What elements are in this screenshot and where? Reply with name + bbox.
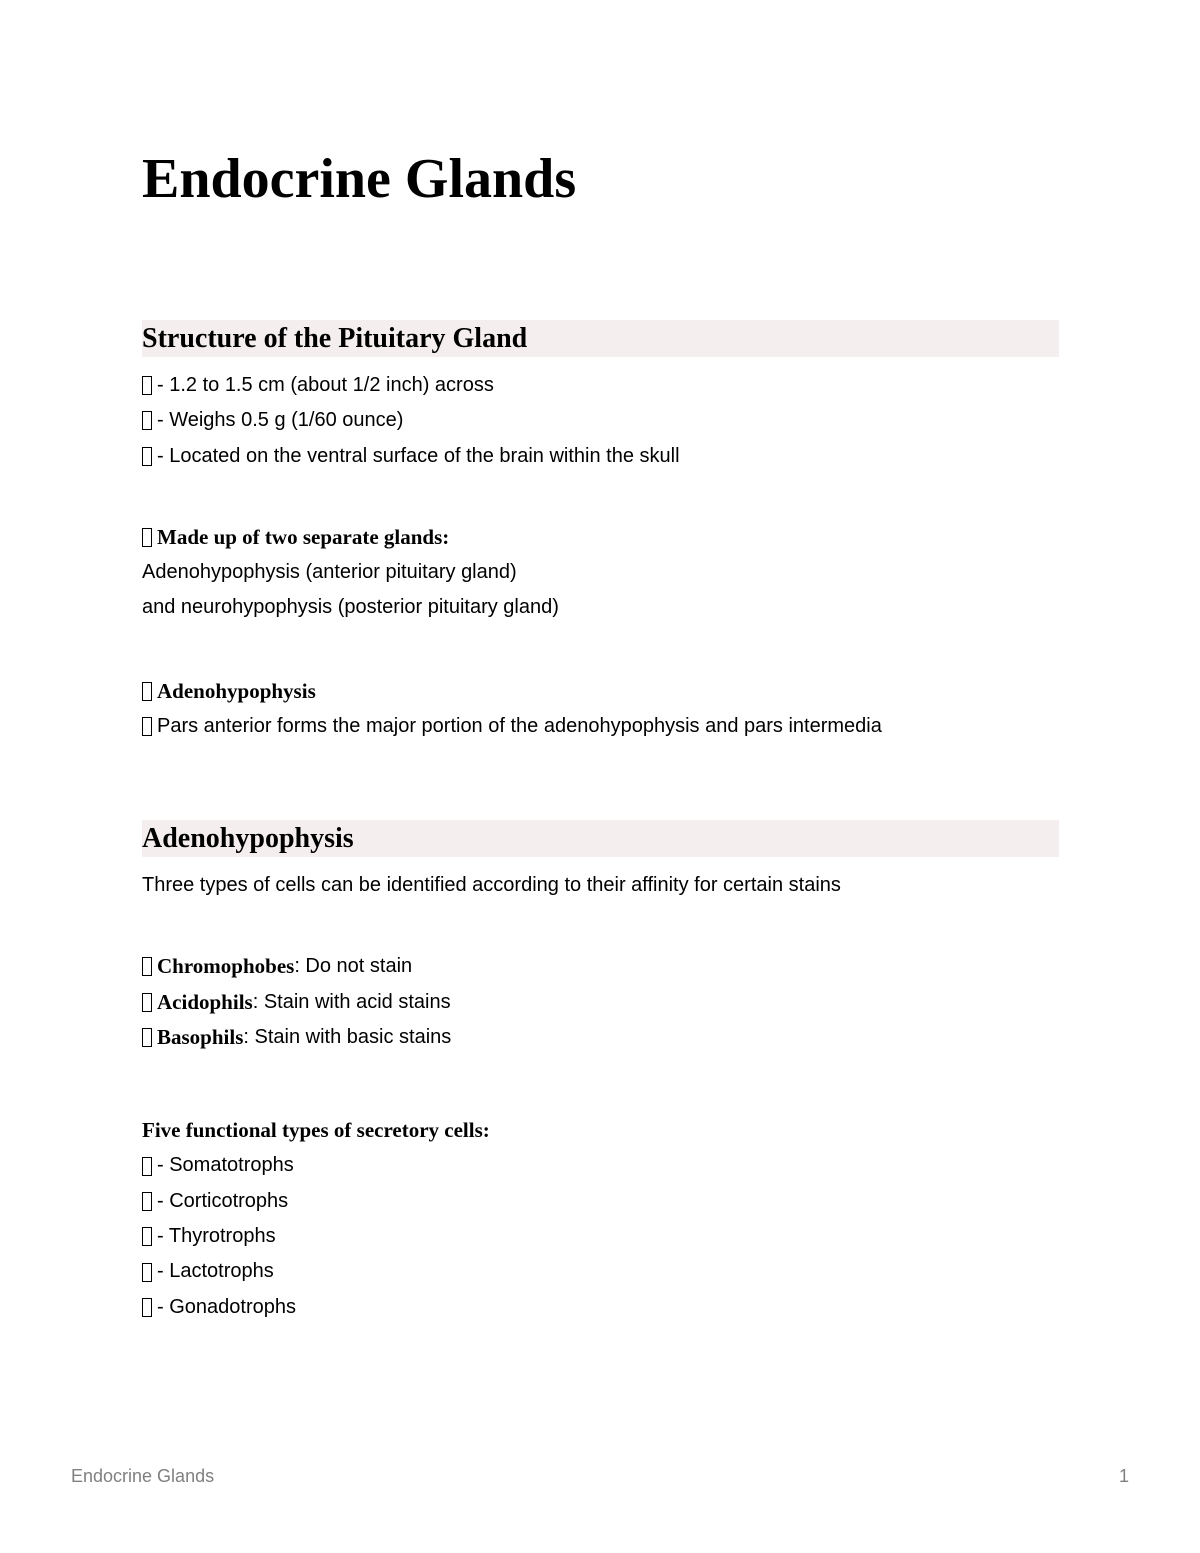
list-item: - 1.2 to 1.5 cm (about 1/2 inch) across <box>142 368 1059 403</box>
list-item: - Thyrotrophs <box>142 1219 1059 1254</box>
list-item: Pars anterior forms the major portion of the adenohypophysis and pars intermedia <box>142 709 1059 744</box>
adenohypophysis-label: Adenohypophysis <box>157 678 316 703</box>
section-heading: Structure of the Pituitary Gland <box>142 320 1059 357</box>
bullet-box-icon <box>142 1028 152 1047</box>
bullet-box-icon <box>142 1263 152 1282</box>
bullet-box-icon <box>142 411 152 430</box>
bullet-box-icon <box>142 447 152 466</box>
list-item: - Lactotrophs <box>142 1254 1059 1289</box>
bullet-box-icon <box>142 1298 152 1317</box>
made-up-label: Made up of two separate glands: <box>157 524 450 549</box>
list-item: Basophils : Stain with basic stains <box>142 1020 1059 1055</box>
list-item: Chromophobes : Do not stain <box>142 949 1059 984</box>
section-pituitary-structure <box>142 320 1059 744</box>
bullet-box-icon <box>142 993 152 1012</box>
bullet-box-icon <box>142 682 152 701</box>
list-item: - Gonadotrophs <box>142 1290 1059 1325</box>
list-item: - Weighs 0.5 g (1/60 ounce) <box>142 403 1059 438</box>
bullet-box-icon <box>142 1157 152 1176</box>
bullet-box-icon <box>142 376 152 395</box>
list-item <box>142 674 1059 709</box>
bullet-box-icon <box>142 528 152 547</box>
paragraph-line: Adenohypophysis (anterior pituitary gland) <box>142 561 517 584</box>
page-title: Endocrine Glands <box>142 148 577 210</box>
section-adenohypophysis <box>142 820 1059 1325</box>
list-item: - Corticotrophs <box>142 1184 1059 1219</box>
stain-type-name: Basophils <box>157 1024 244 1049</box>
footer-title: Endocrine Glands <box>71 1466 215 1486</box>
bullet-box-icon <box>142 1227 152 1246</box>
functional-types-heading: Five functional types of secretory cells: <box>142 1118 490 1143</box>
stain-type-name: Chromophobes <box>157 954 295 979</box>
list-item: - Somatotrophs <box>142 1148 1059 1183</box>
list-item <box>142 520 1059 555</box>
bullet-box-icon <box>142 717 152 736</box>
list-item: Acidophils : Stain with acid stains <box>142 985 1059 1020</box>
page-number: 1 <box>1118 1466 1129 1486</box>
stain-type-name: Acidophils <box>157 989 253 1014</box>
bullet-box-icon <box>142 1192 152 1211</box>
section-heading: Adenohypophysis <box>142 820 1059 857</box>
list-item: - Located on the ventral surface of the brain within the skull <box>142 439 1059 474</box>
bullet-box-icon <box>142 957 152 976</box>
paragraph-line: Three types of cells can be identified according to their affinity for certain stains <box>142 874 841 896</box>
paragraph-line: and neurohypophysis (posterior pituitary gland) <box>142 596 559 619</box>
